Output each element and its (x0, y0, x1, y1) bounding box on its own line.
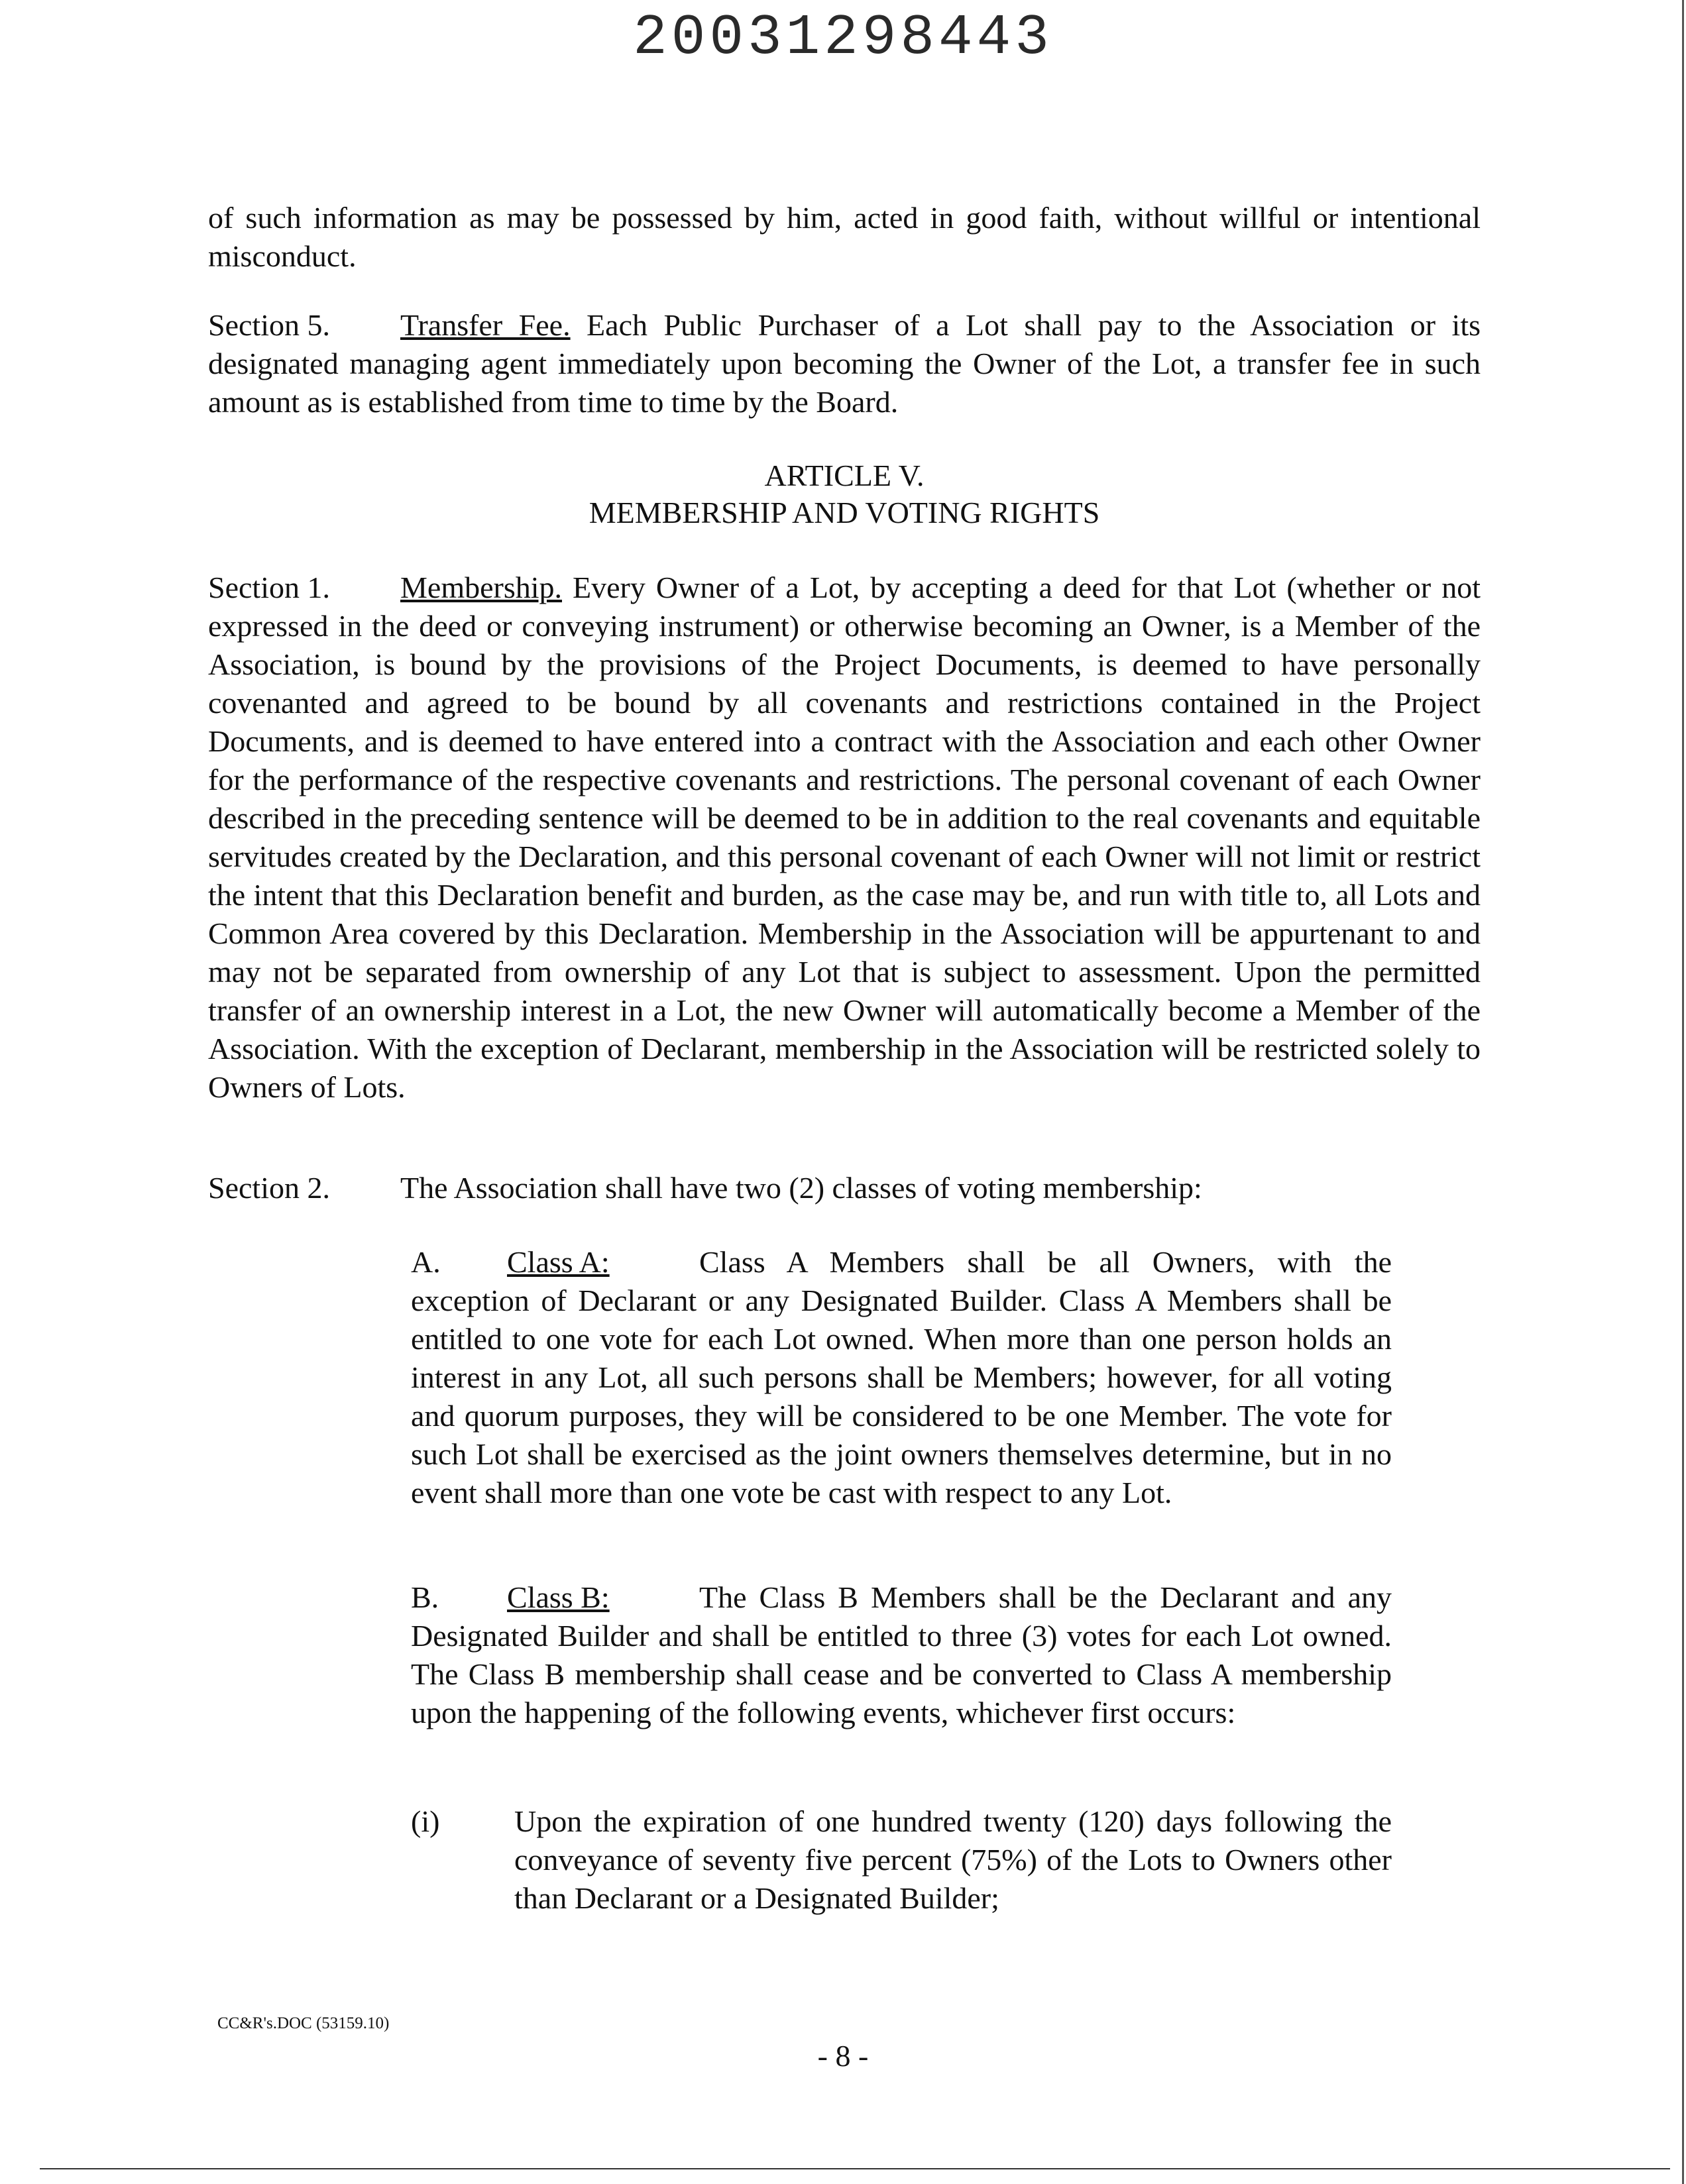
section-label: Section 5. (208, 308, 330, 342)
article-heading (208, 457, 1481, 531)
class-title: Class B: (507, 1580, 610, 1614)
section-text: Each Public Purchaser of a Lot shall pay to the Association or its designated managing agent immediately upon becoming the Owner of the Lot, a transfer fee in such amount as is established from time to time by the Board. (208, 308, 1481, 419)
recording-number: 20031298443 (633, 5, 1053, 70)
page-edge (1682, 0, 1684, 2184)
class-b-paragraph (411, 1578, 1392, 1732)
list-item-number: (i) (411, 1804, 440, 1838)
section-text: The Association shall have two (2) classes of voting membership: (400, 1171, 1202, 1205)
list-item-text: Upon the expiration of one hundred twenty (120) days following the conveyance of seventy five percent (75%) of the Lots to Owners other than Declarant or a Designated Builder; (514, 1804, 1392, 1915)
article-title: MEMBERSHIP AND VOTING RIGHTS (589, 496, 1100, 529)
bottom-rule (40, 2168, 1670, 2169)
class-letter: A. (411, 1245, 441, 1279)
class-text: Class A Members shall be all Owners, with the exception of Declarant or any Designated Builder. Class A Members shall be entitled to one vote for each Lot owned. When more than one person holds an interest in any Lot, all such persons shall be Members; however, for all voting and quorum purposes, they will be considered to be one Member. The vote for such Lot shall be exercised as the joint owners themselves determine, but in no event shall more than one vote be cast with respect to any Lot. (411, 1245, 1392, 1509)
section-text: Every Owner of a Lot, by accepting a deed for that Lot (whether or not expressed in the deed or conveying instrument) or otherwise becoming an Owner, is a Member of the Association, is bound by the provisions of the Project Documents, is deemed to have personally covenanted and agreed to be bound by all covenants and restrictions contained in the Project Documents, and is deemed to have entered into a contract with the Association and each other Owner for the performance of the respective covenants and restrictions. The personal covenant of each Owner described in the preceding sentence will be deemed to be in addition to the real covenants and equitable servitudes created by the Declaration, and this personal covenant of each Owner will not limit or restrict the intent that this Declaration benefit and burden, as the case may be, and run with title to, all Lots and Common Area covered by this Declaration. Membership in the Association will be appurtenant to and may not be separated from ownership of any Lot that is subject to assessment. Upon the permitted transfer of an ownership interest in a Lot, the new Owner will automatically become a Member of the Association. With the exception of Declarant, membership in the Association will be restricted solely to Owners of Lots. (208, 571, 1481, 1104)
page-number: - 8 - (817, 2039, 869, 2073)
class-title: Class A: (507, 1245, 610, 1279)
continuation-paragraph: of such information as may be possessed by him, acted in good faith, without willful or intentional misconduct. (208, 201, 1481, 273)
section-5-paragraph (208, 306, 1481, 421)
section-label: Section 2. (208, 1171, 330, 1205)
section-2-paragraph (208, 1169, 1481, 1207)
section-1-paragraph (208, 569, 1481, 1107)
section-label: Section 1. (208, 571, 330, 604)
section-title: Membership. (400, 571, 563, 604)
footer-document-id: CC&R's.DOC (53159.10) (217, 2014, 390, 2032)
class-a-paragraph (411, 1243, 1392, 1512)
class-letter: B. (411, 1580, 439, 1614)
article-number: ARTICLE V. (764, 459, 925, 492)
section-title: Transfer Fee. (400, 308, 571, 342)
class-text: The Class B Members shall be the Declarant and any Designated Builder and shall be entitled to three (3) votes for each Lot owned. The Class B membership shall cease and be converted to Class A membership upon the happening of the following events, whichever first occurs: (411, 1580, 1392, 1729)
